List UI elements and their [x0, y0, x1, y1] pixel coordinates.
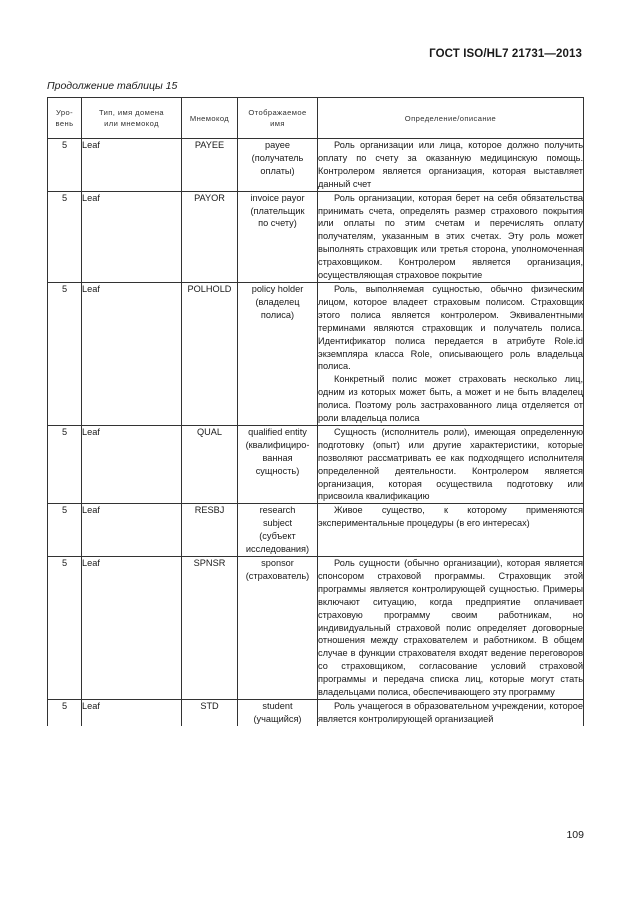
cell-type: Leaf — [82, 282, 182, 425]
cell-type: Leaf — [82, 504, 182, 557]
definition-paragraph: Роль сущности (обычно организации), которая является спонсором страховой программы. Страховщик этой программы является контролирующей сущностью. Примеры включают ситуацию, когда предприятие оплачивает страховую программу своим работникам, но индивидуальный страховой полис определяет договорные отношения между страхователем и работником. В общем случае в функции страхователя входят ведение переговоров со страховщиком, согласование условий страховой программы и передача списка лиц, которые могут стать владельцами полиса, обеспечивающего эту программу — [318, 558, 583, 698]
table-row — [48, 504, 584, 557]
definition-paragraph: Роль учащегося в образовательном учреждении, которое является контролирующей организацией — [318, 700, 583, 724]
cell-mnemonic: POLHOLD — [182, 282, 238, 425]
cell-display-name: payee (получатель оплаты) — [238, 139, 318, 192]
page-number: 109 — [566, 829, 584, 841]
cell-display-name: student (учащийся) — [238, 699, 318, 725]
cell-level: 5 — [48, 139, 82, 192]
cell-display-name: policy holder (владелец полиса) — [238, 282, 318, 425]
table-header-row — [48, 98, 584, 139]
cell-display-name: sponsor (страхователь) — [238, 557, 318, 700]
header-display-text: Отображаемое имя — [248, 108, 307, 128]
cell-definition — [318, 191, 584, 282]
header-definition-text: Определение/описание — [404, 113, 497, 123]
definition-paragraph: Роль организации или лица, которое должно получить оплату по счету за оказанную медицинскую помощь. Контролером является организация, которая выставляет данный счет — [318, 140, 583, 189]
table-row — [48, 557, 584, 700]
definition-paragraph: Роль, выполняемая сущностью, обычно физическим лицом, которое владеет страховым полисом. Страховщик этого полиса является контролером. Эквивалентными терминами являются страховщик и получатель полиса. Идентификатор полиса передается в атрибуте Role.id экземпляра класса Role, описывающего роль владельца полиса. — [318, 283, 583, 372]
cell-definition — [318, 699, 584, 725]
cell-mnemonic: RESBJ — [182, 504, 238, 557]
cell-level: 5 — [48, 504, 82, 557]
header-type — [82, 98, 182, 139]
header-mnemonic-text: Мнемокод — [189, 113, 230, 123]
cell-definition — [318, 425, 584, 503]
cell-type: Leaf — [82, 425, 182, 503]
table-caption: Продолжение таблицы 15 — [47, 80, 178, 92]
definition-paragraph: Сущность (исполнитель роли), имеющая определенную подготовку (опыт) или другие характеристики, которые позволяют рассматривать ее как подходящего исполнителя определенной деятельности. Контролером является организация, которая осуществила подготовку или присвоила квалификацию — [318, 426, 583, 502]
cell-type: Leaf — [82, 699, 182, 725]
cell-mnemonic: QUAL — [182, 425, 238, 503]
header-level — [48, 98, 82, 139]
cell-definition — [318, 504, 584, 557]
cell-mnemonic: SPNSR — [182, 557, 238, 700]
cell-level: 5 — [48, 282, 82, 425]
table-row — [48, 699, 584, 725]
table-row — [48, 139, 584, 192]
cell-mnemonic: STD — [182, 699, 238, 725]
table-row — [48, 425, 584, 503]
header-type-text: Тип, имя домена или мнемокод — [98, 108, 165, 128]
cell-definition — [318, 282, 584, 425]
cell-display-name: invoice payor (плательщик по счету) — [238, 191, 318, 282]
standard-header: ГОСТ ISO/HL7 21731—2013 — [429, 48, 582, 60]
cell-level: 5 — [48, 557, 82, 700]
cell-level: 5 — [48, 191, 82, 282]
cell-display-name: qualified entity (квалифициро- ванная сущность) — [238, 425, 318, 503]
definitions-table — [47, 97, 584, 726]
table-row — [48, 282, 584, 425]
definition-paragraph: Роль организации, которая берет на себя обязательства принимать счета, определять размер страхового покрытия или оплаты по этим счетам и перечислять оплату получателям, указанным в этих счетах. Эту роль может выполнять страховщик или третья сторона, уполномоченная страховщиком. Контролером является организация, осуществляющая страховое покрытие — [318, 192, 583, 281]
cell-type: Leaf — [82, 139, 182, 192]
cell-mnemonic: PAYOR — [182, 191, 238, 282]
header-mnemonic — [182, 98, 238, 139]
cell-level: 5 — [48, 425, 82, 503]
header-level-text: Уро- вень — [55, 108, 74, 128]
cell-definition — [318, 557, 584, 700]
cell-type: Leaf — [82, 557, 182, 700]
cell-type: Leaf — [82, 191, 182, 282]
cell-display-name: research subject (субъект исследования) — [238, 504, 318, 557]
cell-level: 5 — [48, 699, 82, 725]
header-display — [238, 98, 318, 139]
definition-paragraph: Конкретный полис может страховать несколько лиц, одним из которых может быть, а может и не быть владелец полиса. Поэтому роль застрахованного лица отделяется от роли владельца полиса — [318, 374, 583, 424]
cell-definition — [318, 139, 584, 192]
cell-mnemonic: PAYEE — [182, 139, 238, 192]
header-definition — [318, 98, 584, 139]
definition-paragraph: Живое существо, к которому применяются экспериментальные процедуры (в его интересах) — [318, 505, 583, 529]
table-row — [48, 191, 584, 282]
